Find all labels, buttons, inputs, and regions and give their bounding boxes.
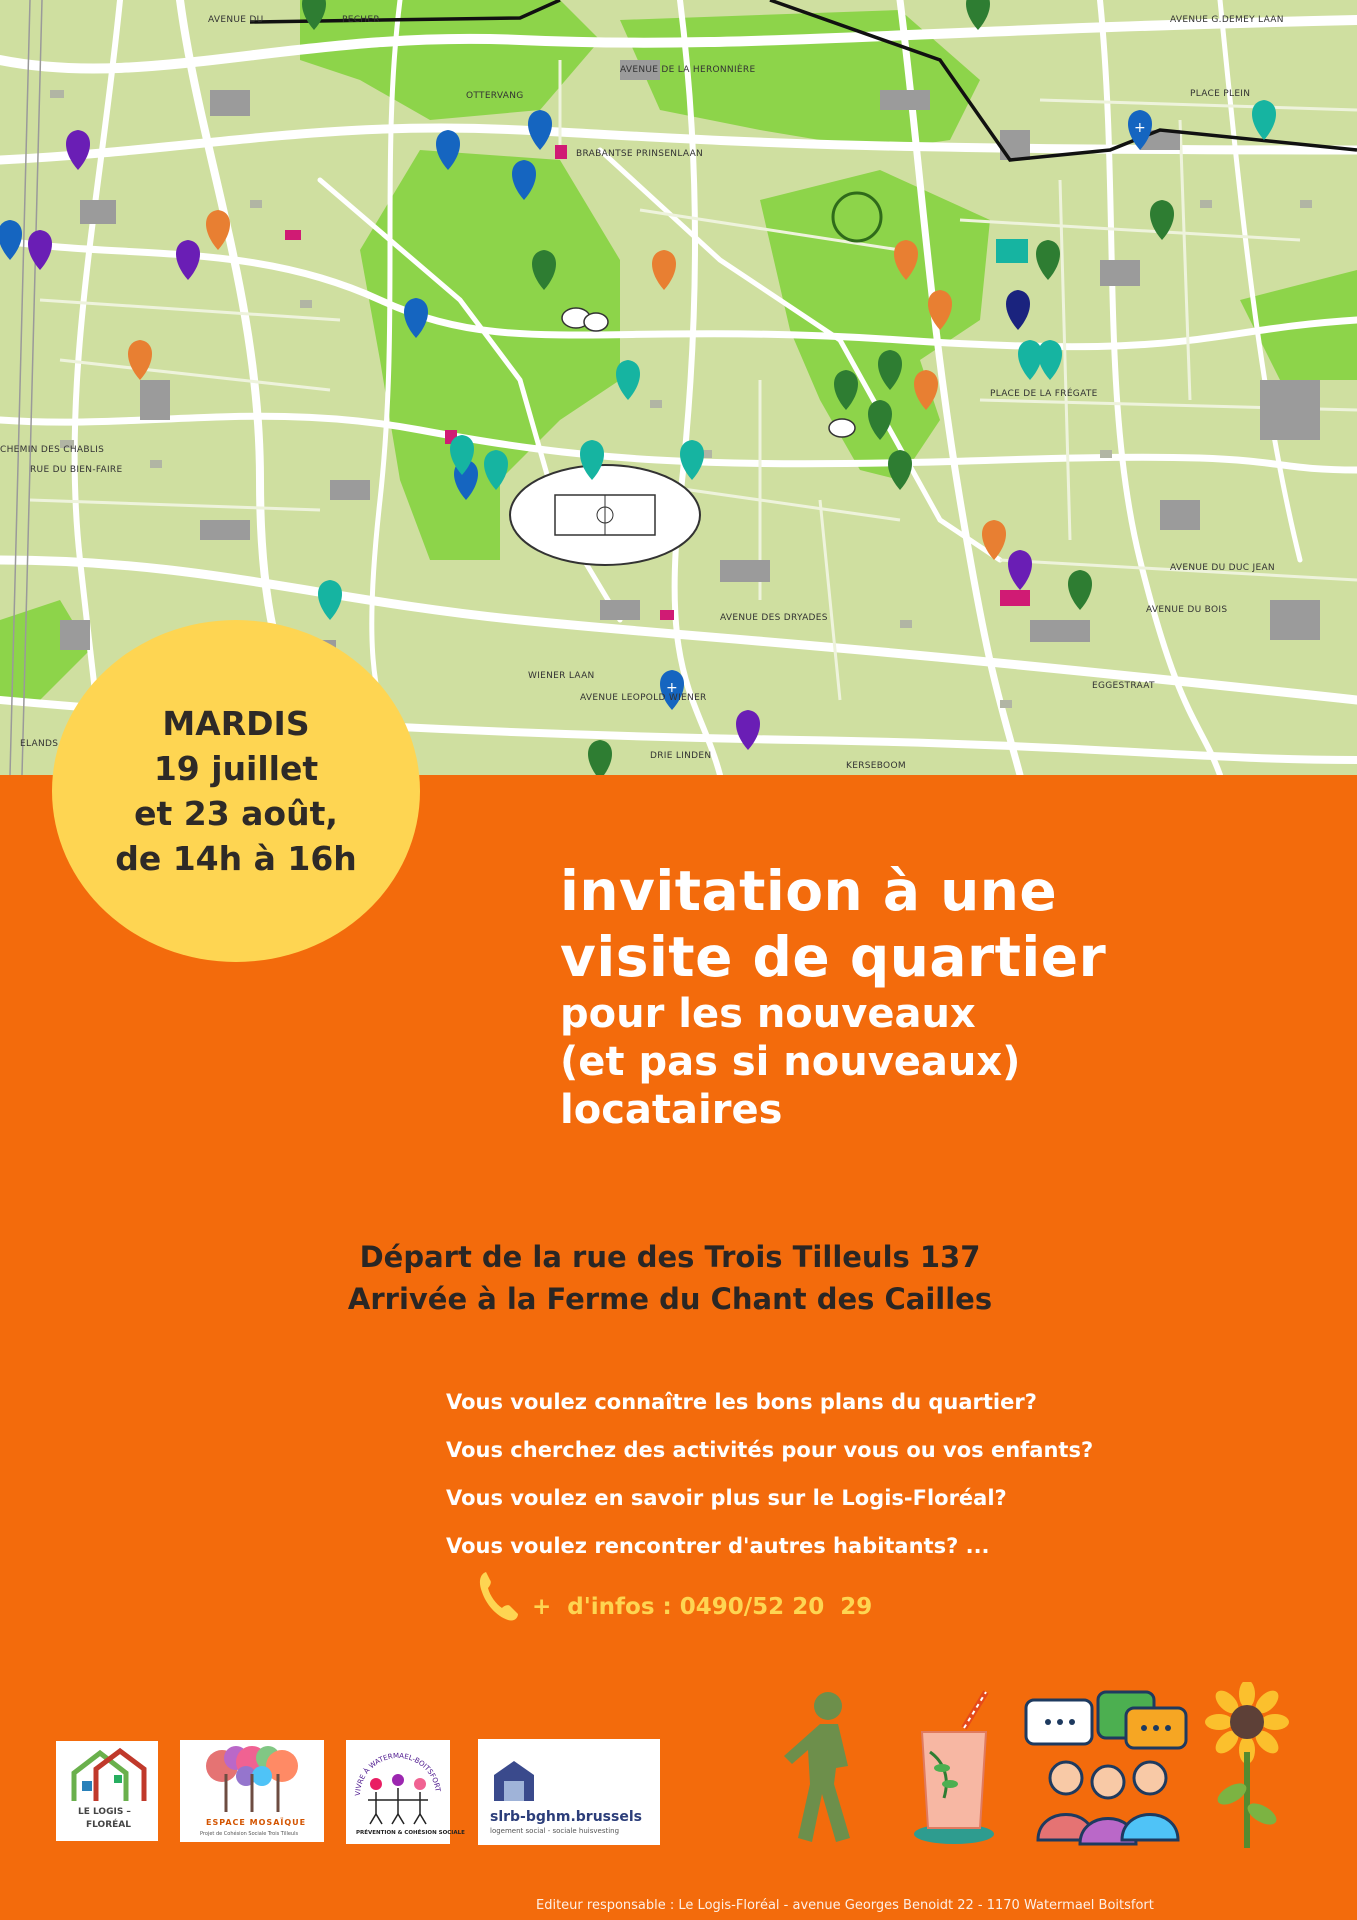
espace-mosaique-logo [180, 1740, 324, 1842]
route-info [230, 1236, 1110, 1320]
questions-list [446, 1378, 1093, 1570]
sunflower-icon [1202, 1682, 1292, 1852]
date-line: MARDIS [162, 704, 310, 743]
departure-text: Départ de la rue des Trois Tilleuls 137 [359, 1240, 981, 1274]
question-item: Vous voulez rencontrer d'autres habitants? ... [446, 1534, 990, 1558]
house-logo-icon [56, 1745, 158, 1805]
question-item: Vous cherchez des activités pour vous ou vos enfants? [446, 1438, 1094, 1462]
people-logo-icon [346, 1740, 450, 1844]
arrival-text: Arrivée à la Ferme du Chant des Cailles [347, 1282, 993, 1316]
svg-text:+: + [666, 680, 678, 696]
headline [560, 858, 1106, 1134]
logis-floreal-logo [56, 1741, 158, 1841]
street-label: RUE DU BIEN-FAIRE [30, 465, 123, 475]
street-label: AVENUE DES DRYADES [720, 613, 828, 623]
vivre-arc-text: VIVRE À WATERMAEL-BOITSFORT [353, 1751, 442, 1797]
drink-glass-icon [904, 1688, 1004, 1848]
headline-title-line: invitation à une [560, 859, 1058, 923]
svg-text:+: + [1134, 120, 1146, 136]
logis-name: LE LOGIS – [78, 1807, 131, 1817]
street-label: DRIE LINDEN [650, 751, 712, 761]
street-label: PECHER [342, 15, 380, 25]
trees-logo-icon [180, 1740, 324, 1816]
slrb-tagline: logement social - sociale huisvesting [490, 1827, 620, 1835]
street-label: AVENUE G.DEMEY LAAN [1170, 15, 1284, 25]
headline-subtitle-line: pour les nouveaux [560, 991, 976, 1037]
street-label: AVENUE DU [208, 15, 264, 25]
question-item: Vous voulez connaître les bons plans du quartier? [446, 1390, 1037, 1414]
date-line: de 14h à 16h [115, 839, 357, 878]
contact-label[interactable]: + d'infos : 0490/52 20 29 [532, 1594, 873, 1620]
publisher-footer: Editeur responsable : Le Logis-Floréal - avenue Georges Benoidt 22 - 1170 Watermael Boitsfort [536, 1898, 1154, 1913]
contact-info [476, 1568, 872, 1624]
slrb-logo [478, 1739, 660, 1845]
street-label: OTTERVANG [466, 91, 524, 101]
street-label: ELANDS [20, 739, 59, 749]
headline-title-line: visite de quartier [560, 925, 1107, 989]
chat-people-icon [1022, 1690, 1192, 1846]
mosaique-title: ESPACE MOSAÏQUE [206, 1818, 307, 1827]
street-label: BRABANTSE PRINSENLAAN [576, 149, 704, 159]
street-label: PLACE PLEIN [1190, 89, 1251, 99]
street-label: AVENUE DU BOIS [1146, 605, 1228, 615]
headline-subtitle-line: (et pas si nouveaux) [560, 1039, 1021, 1085]
headline-subtitle-line: locataires [560, 1087, 783, 1133]
bike-pin-icon [996, 239, 1028, 263]
phone-icon [476, 1568, 522, 1624]
street-label: PLACE DE LA FRÉGATE [990, 389, 1098, 399]
street-label: CHEMIN DES CHABLIS [0, 445, 105, 455]
logis-name: FLORÉAL [86, 1820, 131, 1830]
mosaique-subtitle: Projet de Cohésion Sociale Trois Tilleuls [200, 1831, 299, 1837]
date-line: 19 juillet [153, 749, 319, 788]
street-label: AVENUE DE LA HERONNIÈRE [620, 65, 756, 75]
walking-person-icon [776, 1688, 876, 1848]
slrb-name: slrb-bghm.brussels [490, 1809, 642, 1825]
street-label: EGGESTRAAT [1092, 681, 1155, 691]
street-label: AVENUE DU DUC JEAN [1170, 563, 1275, 573]
slrb-house-icon [490, 1757, 540, 1805]
vivre-watermael-logo [346, 1740, 465, 1844]
date-line: et 23 août, [134, 794, 338, 833]
question-item: Vous voulez en savoir plus sur le Logis-Floréal? [446, 1486, 1007, 1510]
stadium-icon [510, 465, 700, 565]
date-badge [52, 620, 420, 962]
street-label: KERSEBOOM [846, 761, 906, 771]
vivre-bottom: PRÉVENTION & COHÉSION SOCIALE [356, 1830, 465, 1836]
street-label: AVENUE LEOPOLD WIENER [580, 693, 707, 703]
street-label: WIENER LAAN [528, 671, 595, 681]
